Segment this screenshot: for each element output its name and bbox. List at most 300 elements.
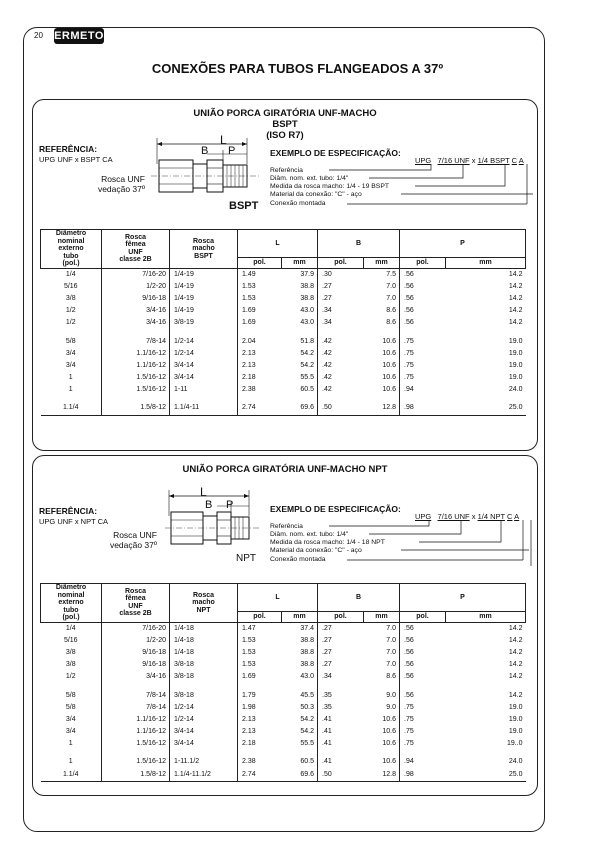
table-cell: 1.5/8-12 (102, 402, 170, 415)
table-cell: 1.69 (238, 671, 282, 683)
example-line-3: Medida da rosca macho: 1/4 - 18 NPT (270, 539, 385, 546)
table-cell: .42 (318, 360, 364, 372)
table-cell: .42 (318, 384, 364, 396)
table-cell: 2.13 (238, 714, 282, 726)
table-cell: 38.8 (300, 636, 314, 644)
seal-label-line1: Rosca UNF (113, 530, 157, 540)
table-cell: 1/2-14 (170, 702, 238, 714)
table-cell: 1.69 (238, 305, 282, 317)
table-row (41, 372, 526, 384)
example-label: EXEMPLO DE ESPECIFICAÇÃO: (270, 148, 401, 158)
table-cell: 19..0 (506, 740, 523, 748)
table-cell: 7/8-14 (102, 335, 170, 347)
section-bspt (32, 99, 538, 451)
table-cell: 1.1/16-12 (102, 348, 170, 360)
table-row (41, 281, 526, 293)
table-cell: 7.0 (386, 661, 396, 669)
seal-label (83, 530, 157, 550)
table-cell: .75 (400, 714, 446, 726)
table-cell: 37.9 (300, 270, 314, 278)
table-cell: 10.6 (382, 715, 396, 723)
table-cell: 3/8-18 (170, 689, 238, 701)
header-female-thread: Rosca fêmea UNF classe 2B (102, 584, 170, 623)
table-cell: .27 (318, 293, 364, 305)
header-L: L (238, 584, 318, 612)
sub-pol: pol. (400, 612, 446, 622)
sub-pol: pol. (238, 258, 282, 268)
table-cell: 7.0 (386, 282, 396, 290)
table-cell: .27 (318, 647, 364, 659)
table-cell: 9.0 (386, 691, 396, 699)
example-line-5: Conexão montada (270, 200, 326, 207)
example-line-4: Material da conexão: "C" - aço (270, 547, 362, 554)
table-cell: 1.53 (238, 293, 282, 305)
table-cell: 7.5 (386, 270, 396, 278)
table-cell: .27 (318, 635, 364, 647)
table-cell: .50 (318, 769, 364, 782)
page-number: 20 (34, 31, 43, 40)
code-assembly: A (518, 156, 524, 165)
table-cell: 3/8-19 (170, 317, 238, 329)
section-subtitle-iso: (ISO R7) (266, 130, 304, 141)
code-x: x (471, 156, 476, 165)
dimension-B: B (201, 145, 209, 157)
table-cell: 1 (68, 740, 73, 748)
table-cell: 43.0 (300, 673, 314, 681)
table-row (41, 738, 526, 750)
table-cell: .75 (400, 702, 446, 714)
header-male-thread: Rosca macho NPT (170, 584, 238, 623)
table-cell: .75 (400, 348, 446, 360)
table-cell: 9/16-18 (102, 659, 170, 671)
seal-label-line1: Rosca UNF (101, 174, 145, 184)
table-cell: 1/2-14 (170, 714, 238, 726)
dimension-P: P (228, 145, 236, 157)
table-cell: .27 (318, 622, 364, 635)
table-cell: 10.6 (382, 740, 396, 748)
code-x: x (471, 512, 476, 521)
code-assembly: A (514, 512, 520, 521)
table-cell: .56 (400, 622, 446, 635)
table-cell: .35 (318, 702, 364, 714)
table-cell: 3/4 (65, 349, 76, 357)
dimensions-table-bspt (40, 229, 526, 416)
table-row (41, 714, 526, 726)
header-P: P (400, 230, 526, 258)
table-cell: 14.2 (508, 661, 523, 669)
table-cell: 10.6 (382, 758, 396, 766)
table-cell: 1.47 (238, 622, 282, 635)
section-subtitle: BSPT (272, 119, 298, 130)
code-male: 1/4 BSPT (477, 156, 510, 165)
table-cell: 3/4 (65, 361, 76, 369)
thread-type-label: NPT (236, 553, 256, 564)
table-cell: 9.0 (386, 703, 396, 711)
table-cell: 1/4-19 (170, 293, 238, 305)
table-cell: 38.8 (300, 294, 314, 302)
code-male: 1/4 NPT (477, 512, 505, 521)
table-cell: .41 (318, 726, 364, 738)
table-cell: 25.0 (446, 769, 526, 782)
table-cell: 3/4-16 (102, 317, 170, 329)
table-cell: 1-11.1/2 (170, 756, 238, 768)
table-cell: 1.1/16-12 (102, 360, 170, 372)
table-cell: 5/16 (63, 636, 78, 644)
table-cell: 1.1/4 (41, 769, 102, 782)
sub-mm: mm (282, 612, 318, 622)
table-cell: .50 (318, 402, 364, 415)
table-cell: 5/8 (65, 691, 76, 699)
sub-pol: pol. (238, 612, 282, 622)
sub-mm: mm (446, 612, 526, 622)
header-P: P (400, 584, 526, 612)
table-cell: 19.0 (508, 361, 523, 369)
table-row (41, 402, 526, 415)
table-cell: 38.8 (300, 648, 314, 656)
table-cell: 38.8 (300, 282, 314, 290)
table-cell: 2.04 (238, 335, 282, 347)
table-cell: 1/2 (65, 319, 76, 327)
sub-mm: mm (282, 258, 318, 268)
table-cell: 55.5 (300, 374, 314, 382)
table-cell: .56 (400, 671, 446, 683)
table-cell: 2.74 (238, 769, 282, 782)
table-cell: 24.0 (508, 386, 523, 394)
table-cell: 7.0 (386, 636, 396, 644)
table-cell: 19.0 (508, 337, 523, 345)
table-cell: 1/4 (65, 624, 76, 632)
table-cell: 1.1/16-12 (102, 726, 170, 738)
table-cell: 1/4-18 (170, 635, 238, 647)
table-cell: .75 (400, 372, 446, 384)
seal-label (73, 174, 145, 194)
table-row (41, 305, 526, 317)
table-row (41, 268, 526, 281)
table-cell: 19.0 (508, 349, 523, 357)
table-row (41, 702, 526, 714)
table-cell: 3/4-14 (170, 372, 238, 384)
table-cell: .56 (400, 281, 446, 293)
example-label: EXEMPLO DE ESPECIFICAÇÃO: (270, 504, 401, 514)
table-cell: 1.53 (238, 647, 282, 659)
table-cell: 1/2-20 (102, 635, 170, 647)
table-row (41, 659, 526, 671)
table-cell: 1.5/16-12 (102, 372, 170, 384)
table-cell: .98 (400, 402, 446, 415)
table-cell: 3/4-16 (102, 671, 170, 683)
table-cell: .94 (400, 756, 446, 768)
code-ref: UPG (415, 512, 432, 521)
table-cell: 1 (68, 374, 73, 382)
table-cell: 5/8 (65, 703, 76, 711)
table-row (41, 335, 526, 347)
table-cell: 1-11 (170, 384, 238, 396)
table-cell: 5/8 (65, 337, 76, 345)
table-cell: 2.74 (238, 402, 282, 415)
reference-value: UPG UNF x BSPT CA (39, 155, 113, 164)
table-cell: 38.8 (300, 661, 314, 669)
section-title: UNIÃO PORCA GIRATÓRIA UNF-MACHO (193, 108, 377, 119)
table-row (41, 769, 526, 782)
table-cell: 69.6 (282, 402, 318, 415)
header-B: B (318, 584, 400, 612)
ermeto-logo: ERMETO (54, 30, 104, 42)
table-cell: .42 (318, 348, 364, 360)
table-row (41, 348, 526, 360)
sub-mm: mm (364, 258, 400, 268)
example-line-1: Referência (270, 167, 303, 174)
table-cell: 3/8 (65, 661, 76, 669)
table-cell: 7.0 (386, 648, 396, 656)
table-cell: 7/16-20 (102, 268, 170, 281)
table-cell: .30 (318, 268, 364, 281)
table-cell: 54.2 (300, 361, 314, 369)
reference-label: REFERÊNCIA: (39, 144, 98, 154)
table-cell: 1.49 (238, 268, 282, 281)
table-cell: 1 (68, 386, 73, 394)
table-cell: 54.2 (300, 349, 314, 357)
table-cell: 45.5 (300, 691, 314, 699)
table-cell: 14.2 (508, 307, 523, 315)
table-cell: 1.53 (238, 659, 282, 671)
table-cell: .56 (400, 647, 446, 659)
table-cell: .34 (318, 305, 364, 317)
dimensions-table-npt (40, 583, 526, 782)
table-cell: 3/8-18 (170, 659, 238, 671)
table-cell: 7/16-20 (102, 622, 170, 635)
table-cell: 12.8 (364, 402, 400, 415)
header-female-thread: Rosca fêmea UNF classe 2B (102, 230, 170, 269)
sub-mm: mm (364, 612, 400, 622)
table-cell: 12.8 (364, 769, 400, 782)
table-row (41, 360, 526, 372)
table-cell: 7.0 (386, 624, 396, 632)
table-cell: 1/2-20 (102, 281, 170, 293)
code-unf: 7/16 UNF (437, 512, 470, 521)
table-cell: 43.0 (300, 307, 314, 315)
table-row (41, 647, 526, 659)
table-cell: 14.2 (508, 673, 523, 681)
table-cell: 1.5/8-12 (102, 769, 170, 782)
sub-pol: pol. (318, 258, 364, 268)
example-line-2: Diâm. nom. ext. tubo: 1/4" (270, 175, 349, 182)
table-cell: .27 (318, 659, 364, 671)
table-cell: 3/8 (65, 648, 76, 656)
table-cell: 2.38 (238, 384, 282, 396)
table-cell: 2.13 (238, 348, 282, 360)
table-row (41, 671, 526, 683)
table-cell: 2.18 (238, 372, 282, 384)
table-cell: .75 (400, 726, 446, 738)
table-cell: 10.6 (382, 361, 396, 369)
table-cell: 50.3 (300, 703, 314, 711)
header-tube-diameter: Diâmetro nominal externo tubo (pol.) (41, 584, 102, 623)
table-cell: 10.6 (382, 728, 396, 736)
table-cell: .41 (318, 756, 364, 768)
table-cell: .34 (318, 671, 364, 683)
section-npt (32, 455, 538, 796)
table-cell: 1.69 (238, 317, 282, 329)
table-cell: 8.6 (386, 319, 396, 327)
table-cell: 7.0 (386, 294, 396, 302)
table-cell: 9/16-18 (102, 293, 170, 305)
table-cell: 8.6 (386, 307, 396, 315)
table-cell: 14.2 (508, 636, 523, 644)
dimension-B: B (205, 499, 213, 511)
table-row (41, 635, 526, 647)
table-cell: .98 (400, 769, 446, 782)
table-cell: 3/4 (65, 715, 76, 723)
table-cell: 60.5 (300, 758, 314, 766)
table-cell: 19.0 (508, 374, 523, 382)
table-cell: 2.18 (238, 738, 282, 750)
dimension-P: P (226, 499, 234, 511)
example-line-3: Medida da rosca macho: 1/4 - 19 BSPT (270, 183, 390, 190)
table-cell: 37.4 (300, 624, 314, 632)
table-cell: 14.2 (508, 648, 523, 656)
table-row (41, 726, 526, 738)
table-cell: 1/2-14 (170, 335, 238, 347)
table-cell: 51.8 (300, 337, 314, 345)
table-row (41, 689, 526, 701)
header-tube-diameter: Diâmetro nominal externo tubo (pol.) (41, 230, 102, 269)
table-cell: 1.98 (238, 702, 282, 714)
table-cell: 10.6 (382, 374, 396, 382)
table-cell: .42 (318, 372, 364, 384)
code-material: C (507, 512, 513, 521)
section-title: UNIÃO PORCA GIRATÓRIA UNF-MACHO NPT (182, 464, 388, 475)
table-cell: 19.0 (508, 715, 523, 723)
table-cell: 1.53 (238, 635, 282, 647)
table-cell: 1.5/16-12 (102, 738, 170, 750)
thread-type-label: BSPT (229, 200, 259, 212)
table-cell: .56 (400, 317, 446, 329)
table-cell: 5/16 (63, 282, 78, 290)
table-cell: .41 (318, 714, 364, 726)
table-cell: 2.13 (238, 360, 282, 372)
table-cell: 14.2 (508, 624, 523, 632)
table-cell: 1/2 (65, 673, 76, 681)
table-cell: 14.2 (508, 691, 523, 699)
sub-mm: mm (446, 258, 526, 268)
table-cell: 1.1/4-11.1/2 (170, 769, 238, 782)
table-cell: 1/4-18 (170, 622, 238, 635)
table-cell: 14.2 (508, 294, 523, 302)
table-cell: 2.13 (238, 726, 282, 738)
table-cell: .75 (400, 360, 446, 372)
seal-label-line2: vedação 37º (97, 184, 145, 194)
header-L: L (238, 230, 318, 258)
table-row (41, 293, 526, 305)
table-cell: 69.6 (282, 769, 318, 782)
table-cell: 1.53 (238, 281, 282, 293)
table-cell: 10.6 (382, 386, 396, 394)
table-cell: .34 (318, 317, 364, 329)
table-cell: 9/16-18 (102, 647, 170, 659)
reference-label: REFERÊNCIA: (39, 506, 98, 516)
table-cell: 1.1/16-12 (102, 714, 170, 726)
code-material: C (511, 156, 518, 165)
table-cell: .56 (400, 635, 446, 647)
table-cell: 3/4 (65, 728, 76, 736)
table-row (41, 622, 526, 635)
table-cell: 1/2 (65, 307, 76, 315)
table-cell: 1 (68, 758, 73, 766)
header-male-thread: Rosca macho BSPT (170, 230, 238, 269)
table-cell: 24.0 (508, 758, 523, 766)
example-line-5: Conexão montada (270, 556, 326, 563)
table-cell: 8.6 (386, 673, 396, 681)
table-cell: .56 (400, 268, 446, 281)
table-cell: 14.2 (508, 282, 523, 290)
example-line-4: Material da conexão: "C" - aço (270, 191, 362, 198)
seal-label-line2: vedação 37º (109, 540, 157, 550)
code-unf: 7/16 UNF (437, 156, 470, 165)
table-cell: 3/8 (65, 294, 76, 302)
code-ref: UPG (415, 156, 432, 165)
table-cell: .75 (400, 738, 446, 750)
table-cell: .75 (400, 335, 446, 347)
table-cell: 7/8-14 (102, 702, 170, 714)
table-cell: 55.5 (300, 740, 314, 748)
table-cell: .42 (318, 335, 364, 347)
table-cell: .56 (400, 305, 446, 317)
dimension-L: L (220, 133, 227, 147)
table-cell: 1/4-19 (170, 268, 238, 281)
table-cell: .56 (400, 689, 446, 701)
table-cell: 3/4-16 (102, 305, 170, 317)
table-cell: 10.6 (382, 337, 396, 345)
table-cell: .56 (400, 293, 446, 305)
table-cell: 43.0 (300, 319, 314, 327)
table-row (41, 756, 526, 768)
sub-pol: pol. (400, 258, 446, 268)
table-cell: 1/2-14 (170, 348, 238, 360)
table-cell: 1.79 (238, 689, 282, 701)
table-cell: 1/4 (65, 270, 76, 278)
example-line-2: Diâm. nom. ext. tubo: 1/4" (270, 531, 349, 538)
table-cell: 3/8-18 (170, 671, 238, 683)
table-cell: .27 (318, 281, 364, 293)
table-row (41, 384, 526, 396)
table-cell: 19.0 (508, 728, 523, 736)
table-cell: .41 (318, 738, 364, 750)
table-cell: 54.2 (300, 715, 314, 723)
table-cell: .94 (400, 384, 446, 396)
table-cell: 3/4-14 (170, 726, 238, 738)
table-cell: 1.1/4-11 (170, 402, 238, 415)
table-cell: 3/4-14 (170, 738, 238, 750)
table-cell: 14.2 (508, 319, 523, 327)
table-row (41, 317, 526, 329)
table-cell: 1/4-19 (170, 281, 238, 293)
dimension-L: L (200, 485, 207, 499)
table-cell: 1/4-19 (170, 305, 238, 317)
table-cell: 1.1/4 (41, 402, 102, 415)
table-cell: 1.5/16-12 (102, 384, 170, 396)
table-cell: 1.5/16-12 (102, 756, 170, 768)
table-cell: 10.6 (382, 349, 396, 357)
table-cell: 14.2 (508, 270, 523, 278)
page-title: CONEXÕES PARA TUBOS FLANGEADOS A 37º (151, 61, 444, 76)
table-cell: 54.2 (300, 728, 314, 736)
table-cell: 1/4-18 (170, 647, 238, 659)
table-cell: .56 (400, 659, 446, 671)
table-cell: 25.0 (446, 402, 526, 415)
example-line-1: Referência (270, 523, 303, 530)
table-cell: 7/8-14 (102, 689, 170, 701)
table-cell: .35 (318, 689, 364, 701)
